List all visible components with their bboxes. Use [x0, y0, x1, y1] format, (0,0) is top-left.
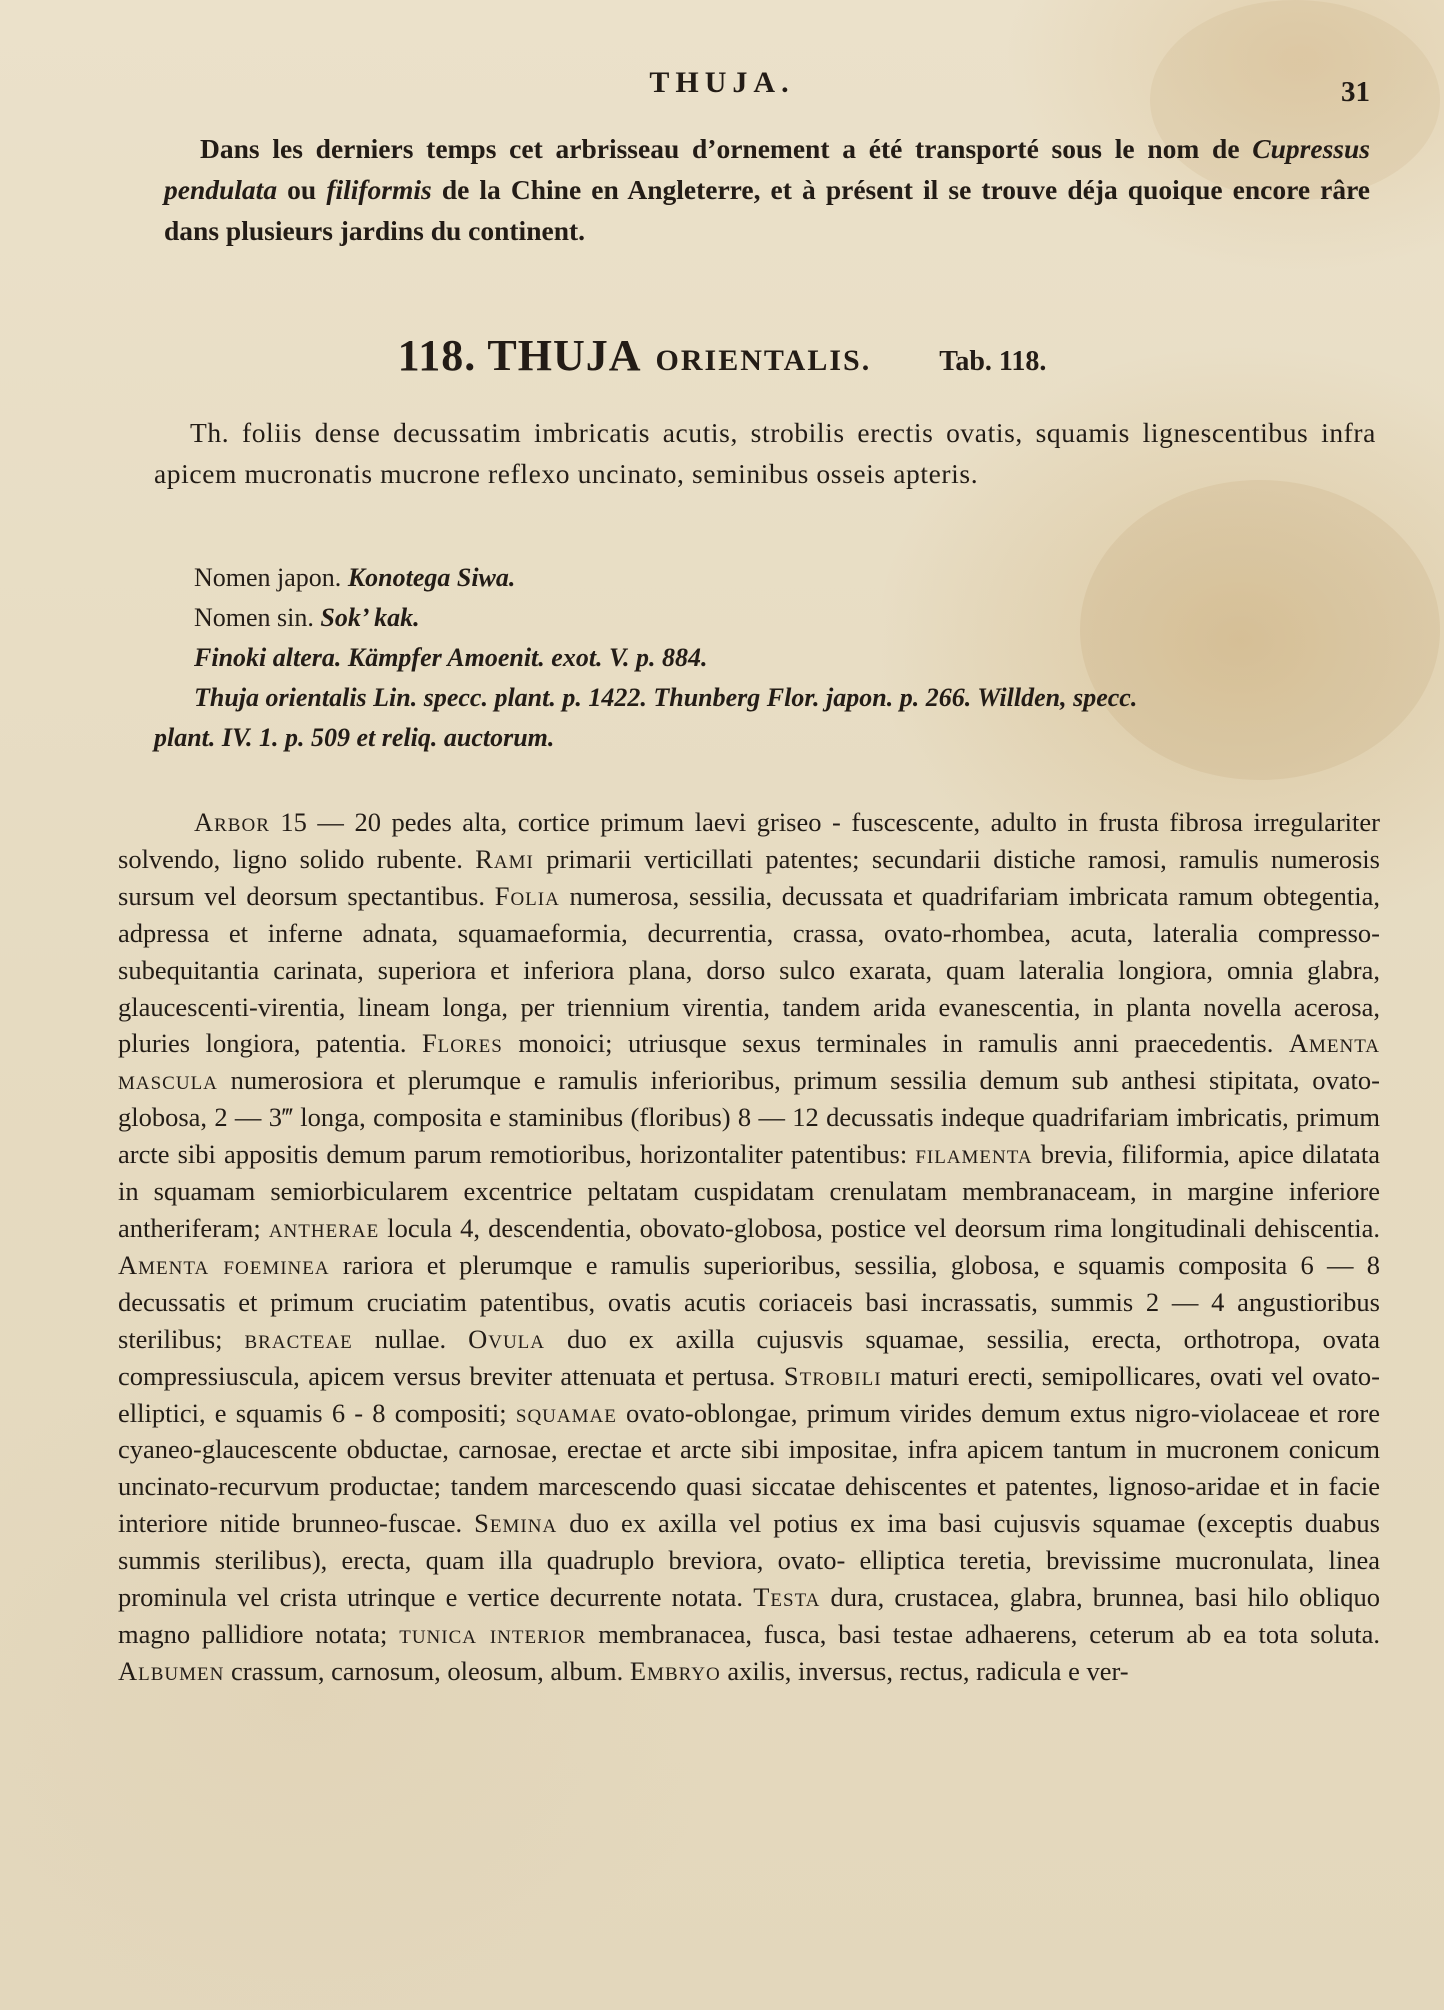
description-text: rariora et plerumque e ramulis superioribus, sessilia, globosa, e squamis composita 6 — 8 decussatis et primum cruciatim patentibus, ovatis acutis coriaceis basi incrassatis, summis 2 — 4 angustioribus sterilibus;: [118, 1249, 1380, 1354]
running-title: THUJA.: [649, 66, 795, 99]
description-text: nullae.: [352, 1323, 469, 1354]
diagnosis-paragraph: Th. foliis dense decussatim imbricatis acutis, strobilis erectis ovatis, squamis lignescentibus infra apicem mucronatis mucrone reflexo uncinato, seminibus osseis apteris.: [154, 417, 1376, 489]
description-paragraph: [118, 804, 1380, 1690]
reference-japon: [154, 558, 1376, 598]
term-strobili: Strobili: [783, 1360, 882, 1391]
term-filamenta: filamenta: [915, 1139, 1033, 1170]
description-text: crassum, carnosum, oleosum, album.: [224, 1655, 630, 1686]
description-text: brevia, filiformia, apice dilatata in squamam semiorbicularem excentrice peltatam cuspidatam crenulatam membranaceam, in margine inferiore antheriferam;: [118, 1139, 1380, 1243]
intro-filiformis: filiformis: [326, 174, 432, 205]
description-text: axilis, inversus, rectus, radicula e ver-: [720, 1655, 1129, 1686]
page-number: 31: [1341, 76, 1370, 108]
reference-thuja-line-2: plant. IV. 1. p. 509 et reliq. auctorum.: [154, 723, 555, 752]
heading-number-genus: 118. THUJA: [397, 331, 642, 380]
description-text: dura, crustacea, glabra, brunnea, basi hilo obliquo magno pallidiore notata;: [118, 1582, 1381, 1649]
intro-ou: ou: [277, 174, 327, 205]
intro-text-2: de la Chine en Angleterre, et à présent il se trouve déja quoique encore râre dans plusieurs jardins du continent.: [164, 174, 1371, 246]
reference-thuja-line-1: Thuja orientalis Lin. specc. plant. p. 1422. Thunberg Flor. japon. p. 266. Willden, specc.: [194, 683, 1138, 712]
reference-finoki: Finoki altera. Kämpfer Amoenit. exot. V. p. 884.: [194, 643, 708, 672]
term-amenta-mascula: Amenta mascula: [118, 1028, 1381, 1096]
intro-cupressus: Cupressus pendulata: [164, 133, 1370, 205]
reference-sin-name: Sok’ kak.: [320, 603, 420, 632]
term-ovula: Ovula: [468, 1323, 546, 1354]
description-text: maturi erecti, semipollicares, ovati vel ovato-elliptici, e squamis 6 - 8 compositi;: [118, 1360, 1380, 1428]
reference-japon-name: Konotega Siwa.: [347, 563, 516, 592]
references-block: [154, 558, 1376, 758]
term-testa: Testa: [753, 1582, 821, 1613]
intro-paragraph: [164, 128, 1370, 251]
description-text: 15 — 20 pedes alta, cortice primum laevi griseo - fuscescente, adulto in frusta fibrosa irregulariter solvendo, ligno solido rubente.: [118, 807, 1380, 874]
reference-sin: [154, 598, 1376, 638]
description-text: locula 4, descendentia, obovato-globosa, postice vel deorsum rima longitudinali dehiscentia.: [379, 1212, 1380, 1243]
description-text: duo ex axilla cujusvis squamae, sessilia, erecta, orthotropa, ovata compressiuscula, apicem versus breviter attenuata et pertusa.: [118, 1323, 1380, 1391]
term-antherae: antherae: [268, 1212, 380, 1243]
term-albumen: Albumen: [118, 1655, 225, 1686]
description-text: numerosiora et plerumque e ramulis inferioribus, primum sessilia demum sub anthesi stipitata, ovato-globosa, 2 — 3‴ longa, composita e staminibus (floribus) 8 — 12 decussatis indeque quadrifariam imbricatis, primum arcte sibi appositis demum parum remotioribus, horizontaliter patentibus:: [118, 1065, 1380, 1170]
description-text: monoici; utriusque sexus terminales in ramulis anni praecedentis.: [502, 1028, 1289, 1059]
term-tunica-interior: tunica interior: [399, 1618, 587, 1649]
reference-japon-label: Nomen japon.: [194, 563, 342, 592]
term-squamae: squamae: [515, 1397, 617, 1428]
reference-sin-label: Nomen sin.: [194, 603, 314, 632]
term-folia: Folia: [494, 880, 560, 911]
term-semina: Semina: [474, 1508, 558, 1539]
term-bracteae: bracteae: [244, 1323, 353, 1354]
description-text: ovato-oblongae, primum virides demum extus nigro-violaceae et rore cyaneo-glaucescente obductae, carnosae, erectae et arcte sibi impositae, infra apicem tantum in mucronem conicum uncinato-recurvum productae; tandem marcescendo quasi siccatae dehiscentes et patentes, lignoso-aridae et in facie interiore nitide brunneo-fuscae.: [118, 1397, 1380, 1539]
heading-tab: Tab. 118.: [939, 346, 1047, 377]
description-text: numerosa, sessilia, decussata et quadrifariam imbricata ramum obtegentia, adpressa et inferne adnata, squamaeformia, decurrentia, crassa, ovato-rhombea, acuta, lateralia compresso-subequitantia carinata, superiora et inferiora plana, dorso sulco exarata, quam lateralia longiora, omnia glabra, glaucescenti-virentia, lineam longa, per triennium virentia, tandem arida evanescentia, in planta novella acerosa, pluries longiora, patentia.: [118, 880, 1381, 1059]
term-rami: Rami: [475, 843, 534, 874]
term-flores: Flores: [421, 1028, 503, 1059]
heading-species: ORIENTALIS.: [655, 344, 872, 377]
term-arbor: Arbor: [194, 807, 270, 837]
term-embryo: Embryo: [629, 1655, 721, 1686]
description-text: membranacea, fusca, basi testae adhaerens, ceterum ab ea tota soluta.: [586, 1618, 1380, 1649]
description-text: primarii verticillati patentes; secundarii distiche ramosi, ramulis numerosis sursum vel deorsum spectantibus.: [118, 843, 1380, 911]
species-heading: [0, 330, 1444, 381]
intro-text: Dans les derniers temps cet arbrisseau d’ornement a été transporté sous le nom de: [200, 133, 1253, 164]
page-header: [0, 62, 1444, 122]
term-amenta-foeminea: Amenta foeminea: [118, 1249, 330, 1280]
description-text: duo ex axilla vel potius ex ima basi cujusvis squamae (exceptis duabus summis sterilibus), erecta, quam illa quadruplo breviora, ovato- elliptica teretia, brevissime mucronulata, linea prominula vel crista utrinque e vertice decurrente notata.: [118, 1508, 1380, 1613]
